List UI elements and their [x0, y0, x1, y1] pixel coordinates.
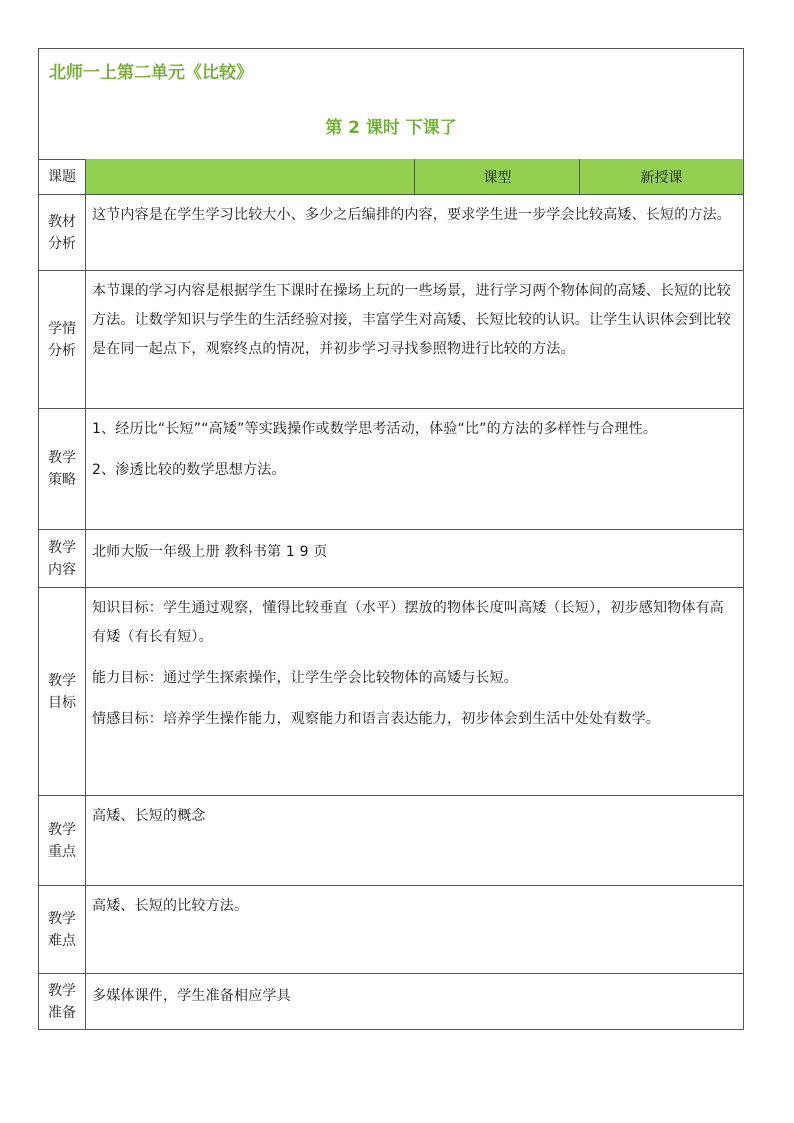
- strategy-text: [86, 409, 743, 529]
- lesson-title: 第 2 课时 下课了: [325, 118, 457, 138]
- row-label-key: 教学重点: [39, 796, 86, 885]
- lesson-type-label: 课型: [414, 159, 580, 194]
- learners-text: 本节课的学习内容是根据学生下课时在操场上玩的一些场景，进行学习两个物体间的高矮、长短的比较方法。让数学知识与学生的生活经验对接，丰富学生对高矮、长短比较的认识。让学生认识体会到比较是在同一起点下，观察终点的情况，并初步学习寻找参照物进行比较的方法。: [92, 283, 731, 357]
- emotion-goal: 情感目标：培养学生操作能力，观察能力和语言表达能力，初步体会到生活中处处有数学。: [92, 711, 660, 727]
- strategy-point-2: 2、渗透比较的数学思想方法。: [92, 462, 286, 478]
- difficulty-text: 高矮、长短的比较方法。: [92, 898, 249, 914]
- section-analysis: [39, 195, 743, 271]
- analysis-text: 这节内容是在学生学习比较大小、多少之后编排的内容，要求学生进一步学会比较高矮、长短的方法。: [92, 207, 731, 223]
- lesson-plan-table: [38, 48, 744, 1030]
- key-text: 高矮、长短的概念: [92, 808, 206, 824]
- row-label-topic: 课题: [39, 159, 86, 194]
- section-strategy: [39, 409, 743, 530]
- section-prep: [39, 974, 743, 1029]
- section-difficulty: [39, 886, 743, 974]
- section-content: [39, 530, 743, 588]
- row-label-learners: 学情分析: [39, 271, 86, 408]
- prep-text: 多媒体课件，学生准备相应学具: [92, 988, 291, 1004]
- knowledge-goal: 知识目标：学生通过观察，懂得比较垂直（水平）摆放的物体长度叫高矮（长短），初步感知物体有高有矮（有长有短）。: [92, 600, 724, 645]
- series-title: 北师一上第二单元《比较》: [49, 63, 253, 83]
- section-key: [39, 796, 743, 886]
- section-learners: [39, 271, 743, 409]
- row-label-content: 教学内容: [39, 530, 86, 587]
- table-header: [39, 49, 743, 160]
- goals-text: [86, 588, 743, 795]
- row-label-prep: 教学准备: [39, 974, 86, 1029]
- content-text: 北师大版一年级上册 教科书第 1 9 页: [92, 544, 328, 560]
- section-goals: [39, 588, 743, 796]
- row-label-goals: 教学目标: [39, 588, 86, 795]
- ability-goal: 能力目标：通过学生探索操作，让学生学会比较物体的高矮与长短。: [92, 670, 518, 686]
- title-row: [39, 159, 743, 195]
- strategy-point-1: 1、经历比“长短”“高矮”等实践操作或数学思考活动，体验“比”的方法的多样性与合理性。: [92, 421, 658, 437]
- row-label-analysis: 教材分析: [39, 195, 86, 270]
- lesson-type-value: 新授课: [579, 159, 743, 194]
- row-label-difficulty: 教学难点: [39, 886, 86, 973]
- row-label-strategy: 教学策略: [39, 409, 86, 529]
